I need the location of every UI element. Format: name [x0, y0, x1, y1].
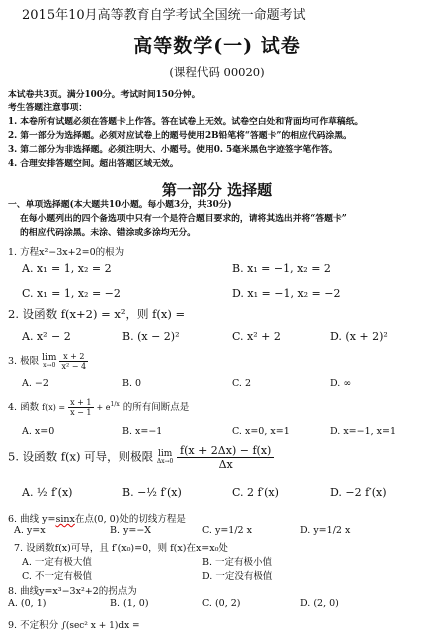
course-code: (课程代码 00020)	[169, 65, 265, 79]
q6-stem-func: sinx	[55, 514, 75, 525]
q4-prefix: 4. 函数	[8, 402, 40, 413]
q3-fraction	[59, 352, 88, 371]
q8-option-d: D. (2, 0)	[300, 598, 339, 609]
q4-exp: + e	[96, 403, 111, 412]
q3-denominator: x² − 4	[61, 362, 87, 371]
q5-option-a: A. ½ f′(x)	[22, 486, 73, 499]
q9-integral: ∫(sec² x + 1)dx =	[61, 621, 140, 631]
section-instruction-2: 的相应代码涂黑。未涂、错涂或多涂均无分。	[20, 228, 196, 238]
q5-option-b: B. −½ f′(x)	[122, 486, 182, 499]
q4-option-a: A. x=0	[22, 426, 55, 437]
q5-lim-word: lim	[157, 448, 173, 459]
q6-option-d: D. y=1/2 x	[300, 525, 351, 536]
q5-denominator: Δx	[218, 458, 233, 471]
q8-stem: 8. 曲线y=x³−3x²+2的拐点为	[8, 586, 137, 597]
q2-option-d: D. (x + 2)²	[330, 330, 388, 343]
q2-option-c: C. x² + 2	[232, 330, 281, 343]
q1-option-d: D. x₁ = −1, x₂ = −2	[232, 287, 341, 300]
q3-limit	[42, 354, 56, 370]
q3-option-c: C. 2	[232, 378, 252, 389]
q3-lim-word: lim	[42, 352, 57, 363]
q4-function: f(x) =	[42, 403, 66, 412]
exam-line: 2015年10月高等教育自学考试全国统一命题考试	[22, 8, 306, 23]
notes-item1: 1. 本卷所有试题必须在答题卡上作答。答在试卷上无效。试卷空白处和背面均可作草稿纸。	[8, 117, 364, 127]
paper-title: 高等数学(一) 试卷	[133, 35, 301, 57]
notes-heading: 考生答题注意事项：	[8, 103, 88, 113]
q4-exp-sup: 1/x	[110, 400, 120, 408]
q5-option-c: C. 2 f′(x)	[232, 486, 279, 499]
section-heading: 一、单项选择题(本大题共10小题。每小题3分，共30分)	[8, 200, 232, 210]
q5-prefix: 5. 设函数 f(x) 可导，则极限	[8, 449, 154, 464]
q4-option-d: D. x=−1, x=1	[330, 426, 397, 437]
q5-numerator: f(x + 2Δx) − f(x)	[177, 444, 274, 458]
notes-item3: 3. 第二部分为非选择题。必须注明大、小题号。使用0. 5毫米黑色字迹签字笔作答。	[8, 145, 338, 155]
q6-stem-a: 6. 曲线 y=	[8, 514, 56, 525]
q7-option-d: D. 一定没有极值	[202, 571, 273, 582]
q6-stem	[8, 511, 186, 525]
q7-option-c: C. 不一定有极值	[22, 571, 92, 582]
q9-stem	[8, 617, 140, 631]
q1-stem: 1. 方程x²−3x+2=0的根为	[8, 247, 125, 258]
q3-lim-sub: x→0	[43, 361, 56, 369]
q3-numerator: x + 2	[59, 352, 88, 362]
q5-limit	[157, 450, 174, 466]
q6-stem-b: 在点(0, 0)处的切线方程是	[74, 514, 186, 525]
q6-option-a: A. y=x	[14, 525, 46, 536]
q3-stem	[8, 352, 88, 371]
q1-option-b: B. x₁ = −1, x₂ = 2	[232, 262, 331, 275]
q4-fraction	[68, 398, 93, 417]
q1-option-a: A. x₁ = 1, x₂ = 2	[22, 262, 112, 275]
notes-item2: 2. 第一部分为选择题。必须对应试卷上的题号使用2B铅笔将“答题卡”的相应代码涂黑。	[8, 131, 352, 141]
notes-item4: 4. 合理安排答题空间。超出答题区域无效。	[8, 159, 179, 169]
q3-prefix: 3. 极限	[8, 356, 40, 367]
q5-lim-sub: Δx→0	[156, 457, 174, 465]
q6-option-c: C. y=1/2 x	[202, 525, 252, 536]
q1-option-c: C. x₁ = 1, x₂ = −2	[22, 287, 121, 300]
q8-option-c: C. (0, 2)	[202, 598, 241, 609]
q3-option-d: D. ∞	[330, 378, 352, 389]
q2-option-a: A. x² − 2	[22, 330, 71, 343]
q4-denominator: x − 1	[70, 408, 92, 417]
section-instruction-1: 在每小题列出的四个备选项中只有一个是符合题目要求的，请将其选出并将“答题卡”	[20, 214, 347, 224]
q5-option-d: D. −2 f′(x)	[330, 486, 387, 499]
notes-line1: 本试卷共3页。满分100分。考试时间150分钟。	[8, 90, 201, 100]
q8-option-a: A. (0, 1)	[8, 598, 47, 609]
q4-option-c: C. x=0, x=1	[232, 426, 290, 437]
q4-option-b: B. x=−1	[122, 426, 163, 437]
q2-option-b: B. (x − 2)²	[122, 330, 180, 343]
q8-option-b: B. (1, 0)	[110, 598, 149, 609]
part-title: 第一部分 选择题	[161, 181, 273, 199]
q3-option-b: B. 0	[122, 378, 142, 389]
q3-option-a: A. −2	[22, 378, 49, 389]
q5-fraction	[177, 444, 274, 471]
q6-option-b: B. y=−X	[110, 525, 152, 536]
q5-stem	[8, 444, 274, 471]
q4-numerator: x + 1	[70, 398, 92, 407]
q7-option-b: B. 一定有极小值	[202, 557, 273, 568]
q7-option-a: A. 一定有极大值	[22, 557, 92, 568]
q7-stem: 7. 设函数f(x)可导，且 f′(x₀)=0，则 f(x)在x=x₀处	[14, 543, 228, 554]
q2-stem: 2. 设函数 f(x+2) = x²，则 f(x) =	[8, 307, 186, 321]
q9-prefix: 9. 不定积分	[8, 620, 59, 631]
q4-stem	[8, 398, 189, 417]
q4-suffix: 的所有间断点是	[122, 402, 190, 413]
